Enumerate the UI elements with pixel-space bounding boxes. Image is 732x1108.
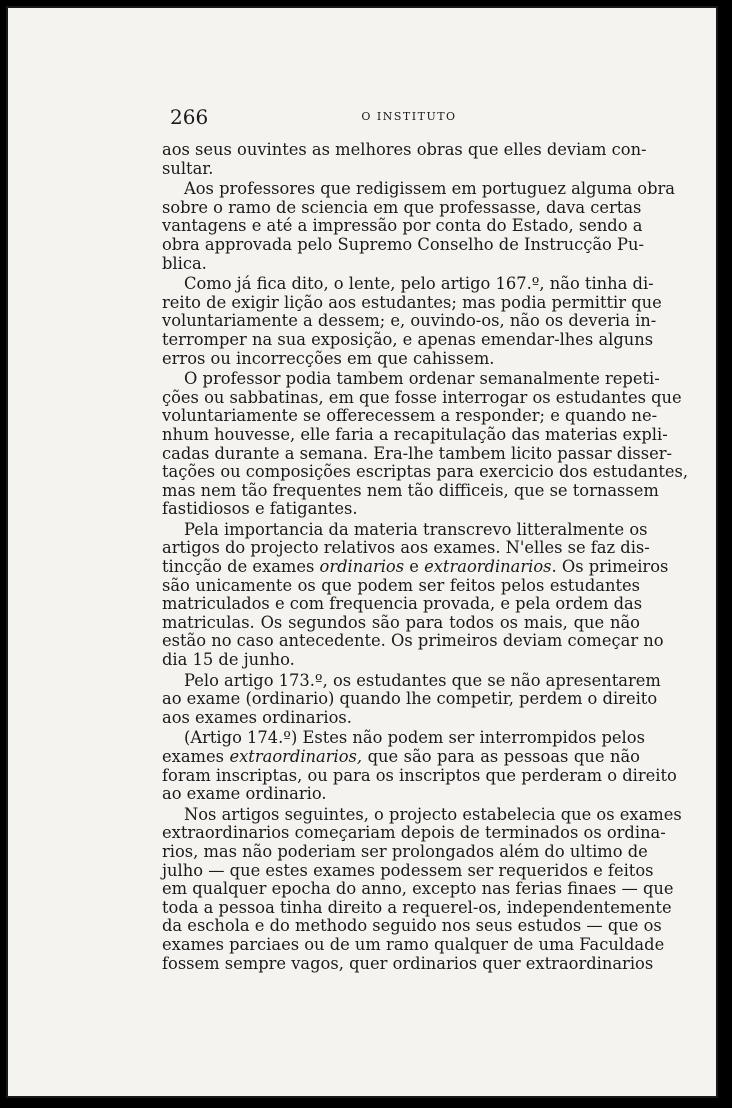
text-line: fossem sempre vagos, quer ordinarios quer extraordinarios (162, 953, 654, 973)
text-line: mas nem tão frequentes nem tão difficeis, que se tornassem (162, 480, 659, 500)
text-line: Aos professores que redigissem em portuguez alguma obra (184, 179, 676, 199)
text-line: matriculas. Os segundos são para todos os mais, que não (162, 612, 640, 632)
text-line: foram inscriptas, ou para os inscriptos que perderam o direito (162, 765, 677, 785)
text-line: matriculados e com frequencia provada, e pela ordem das (162, 594, 643, 614)
text-line: aos exames ordinarios. (162, 707, 352, 727)
paragraph (162, 274, 662, 368)
body-text (162, 140, 689, 973)
text-line: ções ou sabbatinas, em que fosse interrogar os estudantes que (162, 387, 682, 407)
paragraph (162, 519, 669, 670)
text-line: julho — que estes exames podessem ser requeridos e feitos (162, 860, 654, 880)
text-line: Nos artigos seguintes, o projecto estabelecia que os exames (184, 804, 682, 824)
text-line: extraordinarios começariam depois de terminados os ordina- (162, 823, 666, 843)
text-line: da eschola e do methodo seguido nos seus estudos — que os (162, 916, 662, 936)
text-line: erros ou incorrecções em que cahissem. (162, 348, 495, 368)
paragraph (162, 804, 682, 973)
text-line: vantagens e até a impressão por conta do Estado, sendo a (162, 216, 643, 236)
text-line: tações ou composições escriptas para exercicio dos estudantes, (162, 462, 689, 482)
text-line: rios, mas não poderiam ser prolongados além do ultimo de (162, 841, 648, 861)
text-line: ao exame (ordinario) quando lhe competir, perdem o direito (162, 689, 658, 709)
text-line: voluntariamente a dessem; e, ouvindo-os, não os deveria in- (162, 311, 657, 331)
text-line: artigos do projecto relativos aos exames. N'elles se faz dis- (162, 538, 650, 558)
text-line: Como já fica dito, o lente, pelo artigo 167.º, não tinha di- (184, 274, 654, 294)
text-line: exames parciaes ou de um ramo qualquer de uma Faculdade (162, 934, 665, 954)
text-line: em qualquer epocha do anno, excepto nas ferias finaes — que (162, 879, 674, 899)
page-number: 266 (170, 105, 209, 129)
text-line: obra approvada pelo Supremo Conselho de Instrucção Pu- (162, 234, 644, 254)
text-line: blica. (162, 253, 207, 273)
text-line: reito de exigir lição aos estudantes; mas podia permittir que (162, 292, 662, 312)
text-line: ao exame ordinario. (162, 784, 327, 804)
text-line: terromper na sua exposição, e apenas emendar-lhes alguns (162, 329, 654, 349)
paragraph (162, 670, 661, 728)
text-line: cadas durante a semana. Era-lhe tambem licito passar disser- (162, 443, 673, 463)
text-line: nhum houvesse, elle faria a recapitulação das materias expli- (162, 424, 668, 444)
running-title: O INSTITUTO (361, 110, 457, 123)
text-line: fastidiosos e fatigantes. (162, 499, 358, 519)
text-line: toda a pessoa tinha direito a requerel-os, independentemente (162, 897, 672, 917)
text-line: Pela importancia da materia transcrevo litteralmente os (184, 519, 648, 539)
text-line: sobre o ramo de sciencia em que professasse, dava certas (162, 197, 642, 217)
paragraph (162, 140, 647, 178)
text-line: Pelo artigo 173.º, os estudantes que se não apresentarem (184, 670, 661, 690)
text-line: tincção de exames ordinarios e extraordinarios. Os primeiros (162, 557, 669, 577)
text-line: O professor podia tambem ordenar semanalmente repeti- (184, 369, 660, 389)
text-line: (Artigo 174.º) Estes não podem ser interrompidos pelos (184, 728, 645, 748)
text-line: dia 15 de junho. (162, 650, 295, 670)
text-line: são unicamente os que podem ser feitos pelos estudantes (162, 575, 640, 595)
text-line: exames extraordinarios, que são para as pessoas que não (162, 747, 640, 766)
text-line: estão no caso antecedente. Os primeiros deviam começar no (162, 631, 664, 651)
text-line: voluntariamente se offerecessem a responder; e quando ne- (162, 406, 658, 426)
paragraph (162, 728, 677, 804)
text-line: sultar. (162, 158, 214, 178)
paragraph (162, 179, 676, 273)
paragraph (162, 369, 689, 519)
text-line: aos seus ouvintes as melhores obras que elles deviam con- (162, 140, 647, 159)
page-header (170, 106, 648, 130)
